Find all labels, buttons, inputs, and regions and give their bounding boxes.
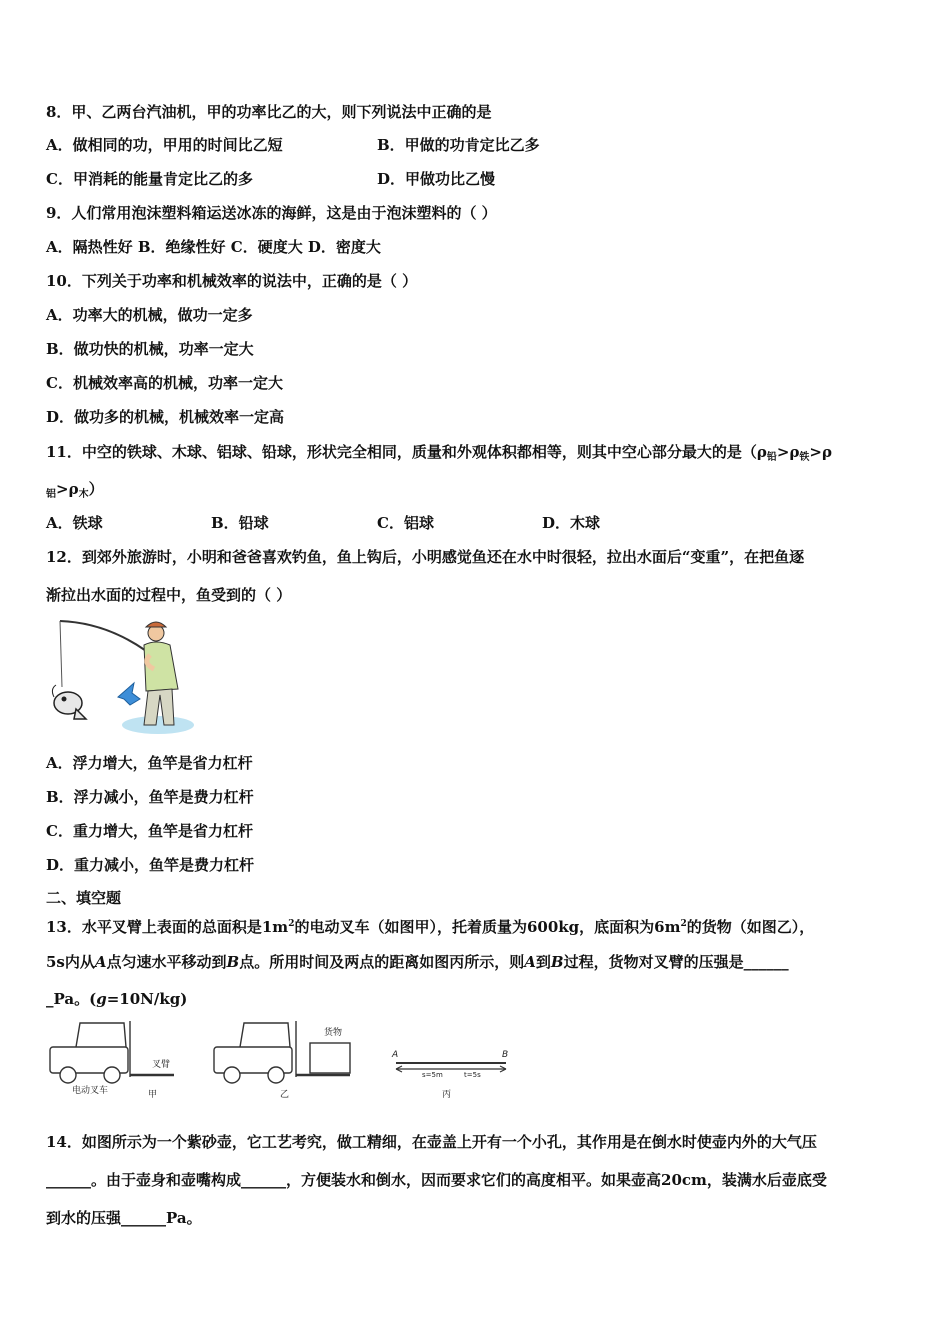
q10-stem: 10．下列关于功率和机械效率的说法中，正确的是（ ） [46, 272, 418, 290]
q9-options: A．隔热性好 B．绝缘性好 C．硬度大 D．密度大 [46, 238, 381, 256]
label-distance: s=5m [422, 1071, 443, 1079]
q8-option-b: B．甲做的功肯定比乙多 [377, 136, 540, 154]
water [122, 716, 194, 734]
q12-option-d: D．重力减小，鱼竿是费力杠杆 [46, 856, 255, 874]
q13-stem-end: _Pa。(g=10N/kg) [46, 990, 188, 1008]
q8-stem: 8．甲、乙两台汽油机，甲的功率比乙的大，则下列说法中正确的是 [46, 103, 492, 121]
label-arm: 叉臂 [152, 1060, 171, 1070]
q12-stem: 12．到郊外旅游时，小明和爸爸喜欢钓鱼，鱼上钩后，小明感觉鱼还在水中时很轻，拉出水面后“变重”，在把鱼逐 [46, 548, 805, 566]
q10-option-b: B．做功快的机械，功率一定大 [46, 340, 254, 358]
q10-option-d: D．做功多的机械，机械效率一定高 [46, 408, 285, 426]
label-goods: 货物 [324, 1028, 343, 1038]
fisherman-icon [144, 622, 178, 725]
q14-stem: 14．如图所示为一个紫砂壶，它工艺考究，做工精细，在壶盖上开有一个小孔，其作用是在倒水时使壶内外的大气压 [46, 1133, 817, 1151]
arrow-icon [118, 683, 140, 705]
label-yi: 乙 [280, 1090, 290, 1100]
q11-stem-cont: $_铝>\rho_木$） [46, 480, 104, 500]
q12-option-c: C．重力增大，鱼竿是省力杠杆 [46, 822, 253, 840]
q9-stem: 9．人们常用泡沫塑料箱运送冰冻的海鲜，这是由于泡沫塑料的（ ） [46, 204, 497, 222]
label-forklift: 电动叉车 [72, 1086, 109, 1096]
q12-option-b: B．浮力减小，鱼竿是费力杠杆 [46, 788, 254, 806]
q11-option-a: A．铁球 [46, 514, 103, 532]
distance-diagram [396, 1063, 506, 1072]
label-bing: 丙 [442, 1090, 452, 1100]
q14-stem-cont: ______。由于壶身和壶嘴构成______，方便装水和倒水，因而要求它们的高度相平。如果壶高20cm，装满水后壶底受 [46, 1171, 827, 1189]
label-jia: 甲 [148, 1090, 158, 1100]
fish-icon [52, 685, 86, 719]
q12-stem-cont: 渐拉出水面的过程中，鱼受到的（ ） [46, 586, 292, 604]
section-title: 二、填空题 [46, 889, 122, 907]
q12-option-a: A．浮力增大，鱼竿是省力杠杆 [46, 754, 253, 772]
q8-option-d: D．甲做功比乙慢 [377, 170, 496, 188]
q11-option-b: B．铅球 [211, 514, 269, 532]
q14-stem-end: 到水的压强______Pa。 [46, 1209, 202, 1227]
q11-option-c: C．铝球 [377, 514, 434, 532]
fishing-illustration [46, 615, 196, 737]
label-point-b: B [502, 1050, 509, 1060]
q10-option-a: A．功率大的机械，做功一定多 [46, 306, 253, 324]
q8-option-c: C．甲消耗的能量肯定比乙的多 [46, 170, 253, 188]
q10-option-c: C．机械效率高的机械，功率一定大 [46, 374, 283, 392]
q13-stem: 13．水平叉臂上表面的总面积是$1m^2$的电动叉车（如图甲），托着质量为600kg，底面积为$6m^2$的货物（如图乙）， [46, 918, 815, 936]
label-time: t=5s [464, 1071, 481, 1079]
q11-stem: 11．中空的铁球、木球、铝球、铅球，形状完全相同，质量和外观体积都相等，则其中空心部分最大的是（$\rho_铅>\rho_铁>\rho$ [46, 443, 832, 463]
q13-stem-cont: 5s内从A点匀速水平移动到B点。所用时间及两点的距离如图丙所示，则A到B过程，货物对叉臂的压强是______ [46, 953, 789, 971]
forklift-figures [46, 1019, 516, 1101]
fishing-line [60, 621, 62, 687]
label-point-a: A [392, 1050, 399, 1060]
q11-option-d: D．木球 [542, 514, 601, 532]
q8-option-a: A．做相同的功，甲用的时间比乙短 [46, 136, 283, 154]
forklift-jia [50, 1021, 174, 1083]
